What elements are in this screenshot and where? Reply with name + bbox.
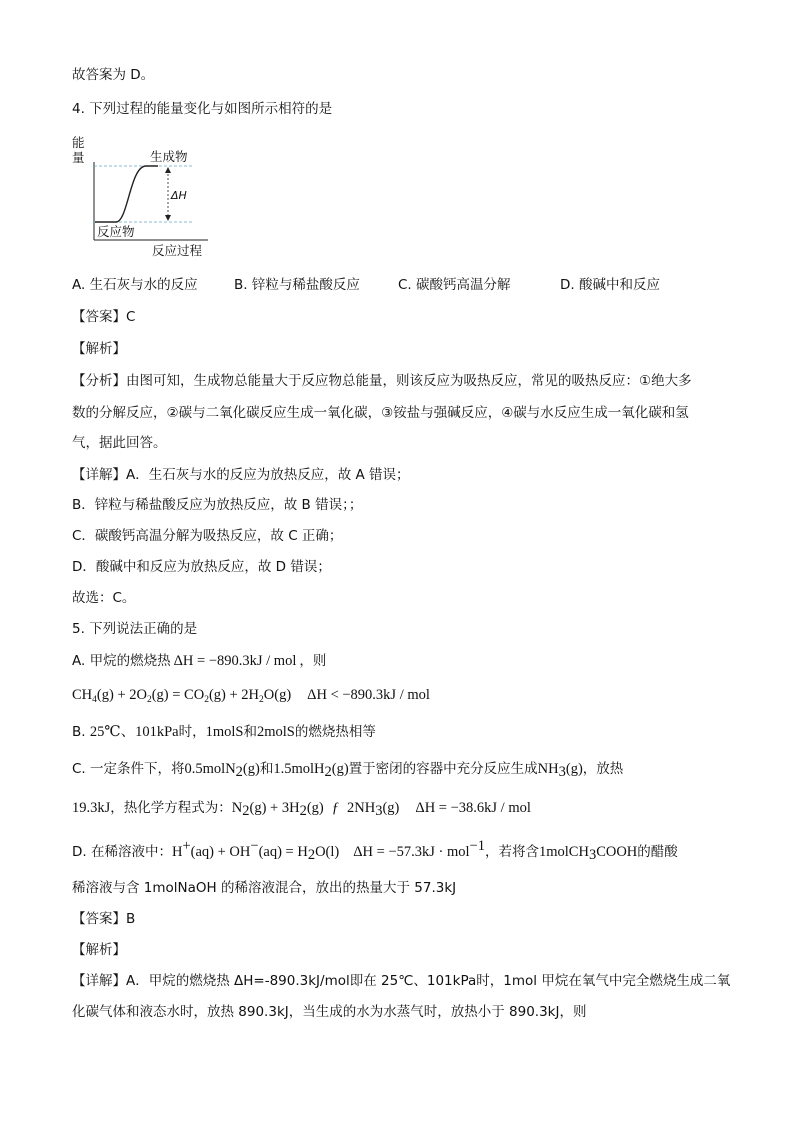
q4-answer: 【答案】C — [72, 309, 136, 325]
q5-option-a-line1: A. 甲烷的燃烧热 ΔH = −890.3kJ / mol ，则 — [72, 653, 327, 669]
q4-conclusion: 故选：C。 — [72, 590, 136, 606]
q5-option-d-line2: 稀溶液与含 1molNaOH 的稀溶液混合，放出的热量大于 57.3kJ — [72, 880, 457, 896]
q4-analysis-3: 气，据此回答。 — [72, 435, 167, 451]
q4-analysis-heading: 【解析】 — [72, 341, 126, 357]
q4-detail-c: C．碳酸钙高温分解为吸热反应，故 C 正确； — [72, 528, 343, 544]
energy-curve — [95, 166, 158, 222]
reactant-label: 反应物 — [97, 224, 135, 239]
energy-diagram — [72, 132, 222, 260]
arrow-up-head — [165, 167, 171, 173]
q4-detail-d: D．酸碱中和反应为放热反应，故 D 错误； — [72, 559, 331, 575]
product-label: 生成物 — [150, 149, 188, 164]
q4-analysis-2: 数的分解反应，②碳与二氧化碳反应生成一氧化碳，③铵盐与强碱反应，④碳与水反应生成一氧化碳和氢 — [72, 405, 689, 421]
q4-option-b: B. 锌粒与稀盐酸反应 — [234, 277, 360, 293]
q5-detail-2: 化碳气体和液态水时，放热 890.3kJ，当生成的水为水蒸气时，放热小于 890.3kJ，则 — [72, 1004, 587, 1020]
question-5-stem: 5. 下列说法正确的是 — [72, 621, 198, 637]
q5-analysis-heading: 【解析】 — [72, 942, 126, 958]
q4-option-a: A. 生石灰与水的反应 — [72, 277, 198, 293]
delta-h-label: ΔH — [171, 189, 187, 202]
q5-option-c-line1: C. 一定条件下，将0.5molN$_2$(g)和1.5molH$_2$(g)置于密闭的容器中充分反应生成$NH_3(g)$，放热 — [72, 761, 624, 780]
q4-analysis-1: 【分析】由图可知，生成物总能量大于反应物总能量，则该反应为吸热反应，常见的吸热反应：①绝大多 — [72, 373, 692, 389]
q5-detail-1: 【详解】A．甲烷的燃烧热 ΔH=-890.3kJ/mol即在 25℃、101kPa时，1mol 甲烷在氧气中完全燃烧生成二氧 — [72, 973, 731, 989]
q4-option-d: D. 酸碱中和反应 — [560, 277, 660, 293]
q4-detail-b: B．锌粒与稀盐酸反应为放热反应，故 B 错误；； — [72, 497, 363, 513]
q4-option-c: C. 碳酸钙高温分解 — [398, 277, 511, 293]
prev-answer-line: 故答案为 D。 — [72, 67, 155, 83]
q5-option-c-line2: 19.3kJ，热化学方程式为：$N_2(g) + 3H_2(g)$ ƒ $2NH_3(g) \Delta H = -38.6kJ$ / mol — [72, 800, 531, 819]
q4-detail-a: 【详解】A．生石灰与水的反应为放热反应，故 A 错误； — [72, 467, 410, 483]
q5-answer: 【答案】B — [72, 911, 136, 927]
q5-option-d-line1: D. 在稀溶液中：$H^+(aq) + OH^-(aq) = H_2O(l) \Delta H = -57.3kJ \cdot mol^{-1}$，若将含1molCH$_3$COOH的醋酸 — [72, 838, 678, 863]
q5-option-a-equation: $CH_4(g) + 2O_2(g) = CO_2(g) + 2H_2O(g) \Delta H < -890.3kJ$ / mol — [72, 687, 430, 705]
x-axis-label: 反应过程 — [152, 243, 203, 258]
arrow-down-head — [165, 215, 171, 221]
q5-option-b: B. 25℃、101kPa时，1molS和2molS的燃烧热相等 — [72, 724, 376, 740]
y-axis-label-1: 能 — [72, 135, 85, 150]
y-axis-label-2: 量 — [72, 150, 85, 165]
question-4-stem: 4. 下列过程的能量变化与如图所示相符的是 — [72, 101, 333, 117]
